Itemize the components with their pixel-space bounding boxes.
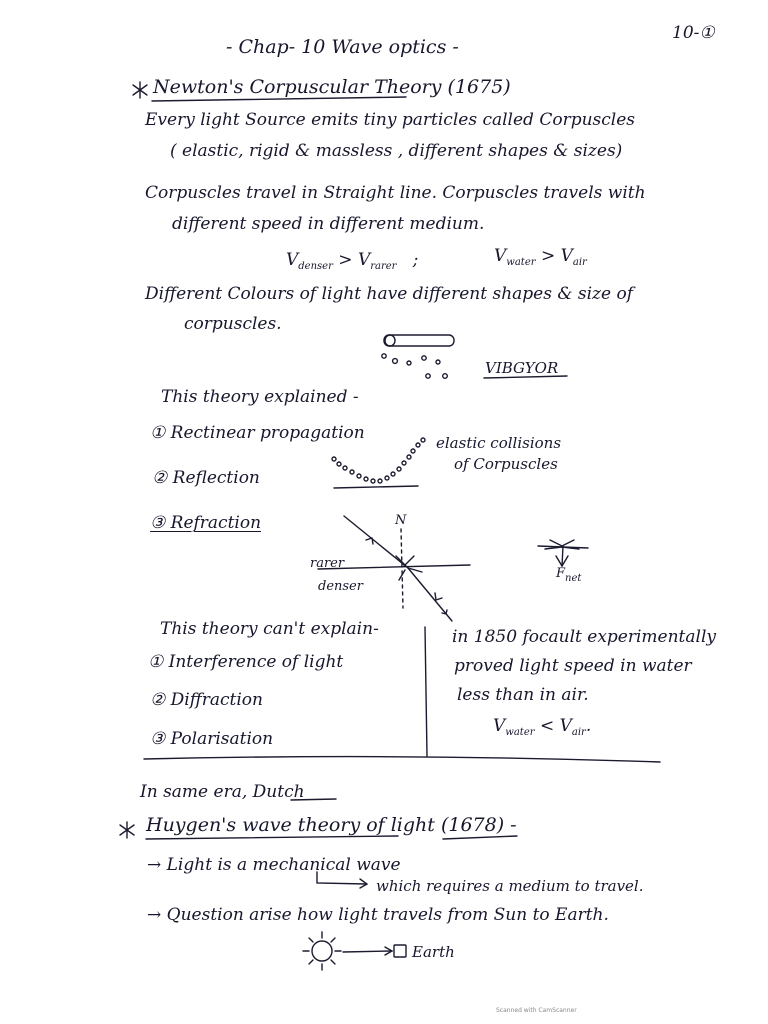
explained-item-1: ① Rectinear propagation xyxy=(150,423,365,443)
cant-item-2: ② Diffraction xyxy=(150,690,263,710)
column-divider xyxy=(425,627,427,756)
huygens-point-2: → Question arise how light travels from Sun to Earth. xyxy=(147,905,609,925)
sun-icon xyxy=(303,932,341,970)
explained-item-3: ③ Refraction xyxy=(150,513,262,533)
newton-heading: Newton's Corpuscular Theory (1675) xyxy=(153,76,511,98)
rarer-label: rarer xyxy=(310,556,345,571)
scanner-watermark: Scanned with CamScanner xyxy=(496,1007,577,1014)
huygens-heading: Huygen's wave theory of light (1678) - xyxy=(146,814,517,836)
elastic-note-1: elastic collisions xyxy=(436,434,562,452)
normal-line xyxy=(401,529,403,608)
newton-point-3-cont: corpuscles. xyxy=(184,314,282,334)
section-divider xyxy=(144,757,660,762)
foucault-line-1: in 1850 focault experimentally xyxy=(452,627,716,647)
speed-relation-water-air: $V_{water} > V_{air}$ xyxy=(494,246,587,268)
newton-point-2-cont: different speed in different medium. xyxy=(172,214,485,234)
star-icon xyxy=(133,82,147,98)
cant-item-3: ③ Polarisation xyxy=(150,729,274,749)
corpuscle-particles xyxy=(382,354,448,379)
tube-end xyxy=(385,335,395,346)
chapter-title: - Chap- 10 Wave optics - xyxy=(226,36,459,58)
speed-relation-medium: $V_{denser} > V_{rarer}$ ; xyxy=(286,250,419,272)
denser-label: denser xyxy=(318,579,363,594)
foucault-line-3: less than in air. xyxy=(457,685,589,705)
huygens-point-1-sub: which requires a medium to travel. xyxy=(376,877,644,895)
newton-point-2: Corpuscles travel in Straight line. Corpuscles travels with xyxy=(145,183,646,203)
foucault-line-2: proved light speed in water xyxy=(454,656,692,676)
cant-item-1: ① Interference of light xyxy=(148,652,344,672)
reflection-surface xyxy=(334,486,418,488)
explained-heading: This theory explained - xyxy=(161,387,359,407)
sun-earth-arrow xyxy=(343,951,392,952)
newton-point-1: Every light Source emits tiny particles called Corpuscles xyxy=(145,110,635,130)
reflection-corpuscles xyxy=(332,438,425,483)
star-icon xyxy=(120,822,134,838)
earth-icon xyxy=(394,945,406,957)
newton-point-3: Different Colours of light have different shapes & size of xyxy=(145,284,634,304)
era-line: In same era, Dutch xyxy=(140,782,305,802)
earth-label: Earth xyxy=(412,943,455,961)
normal-label: N xyxy=(395,513,407,528)
page-number: 10-① xyxy=(672,23,715,43)
speed-relation-foucault: $V_{water} < V_{air}$. xyxy=(493,716,592,738)
vibgyor-label: VIBGYOR xyxy=(485,359,559,377)
huygens-point-1: → Light is a mechanical wave xyxy=(147,855,401,875)
explained-item-2: ② Reflection xyxy=(152,468,260,488)
cant-explain-heading: This theory can't explain- xyxy=(160,619,379,639)
fnet-label: $F_{net}$ xyxy=(556,566,582,584)
fnet-diagram xyxy=(538,540,588,566)
elastic-note-2: of Corpuscles xyxy=(454,455,558,473)
newton-point-1-detail: ( elastic, rigid & massless , different shapes & sizes) xyxy=(170,141,623,161)
refracted-ray xyxy=(408,568,452,621)
